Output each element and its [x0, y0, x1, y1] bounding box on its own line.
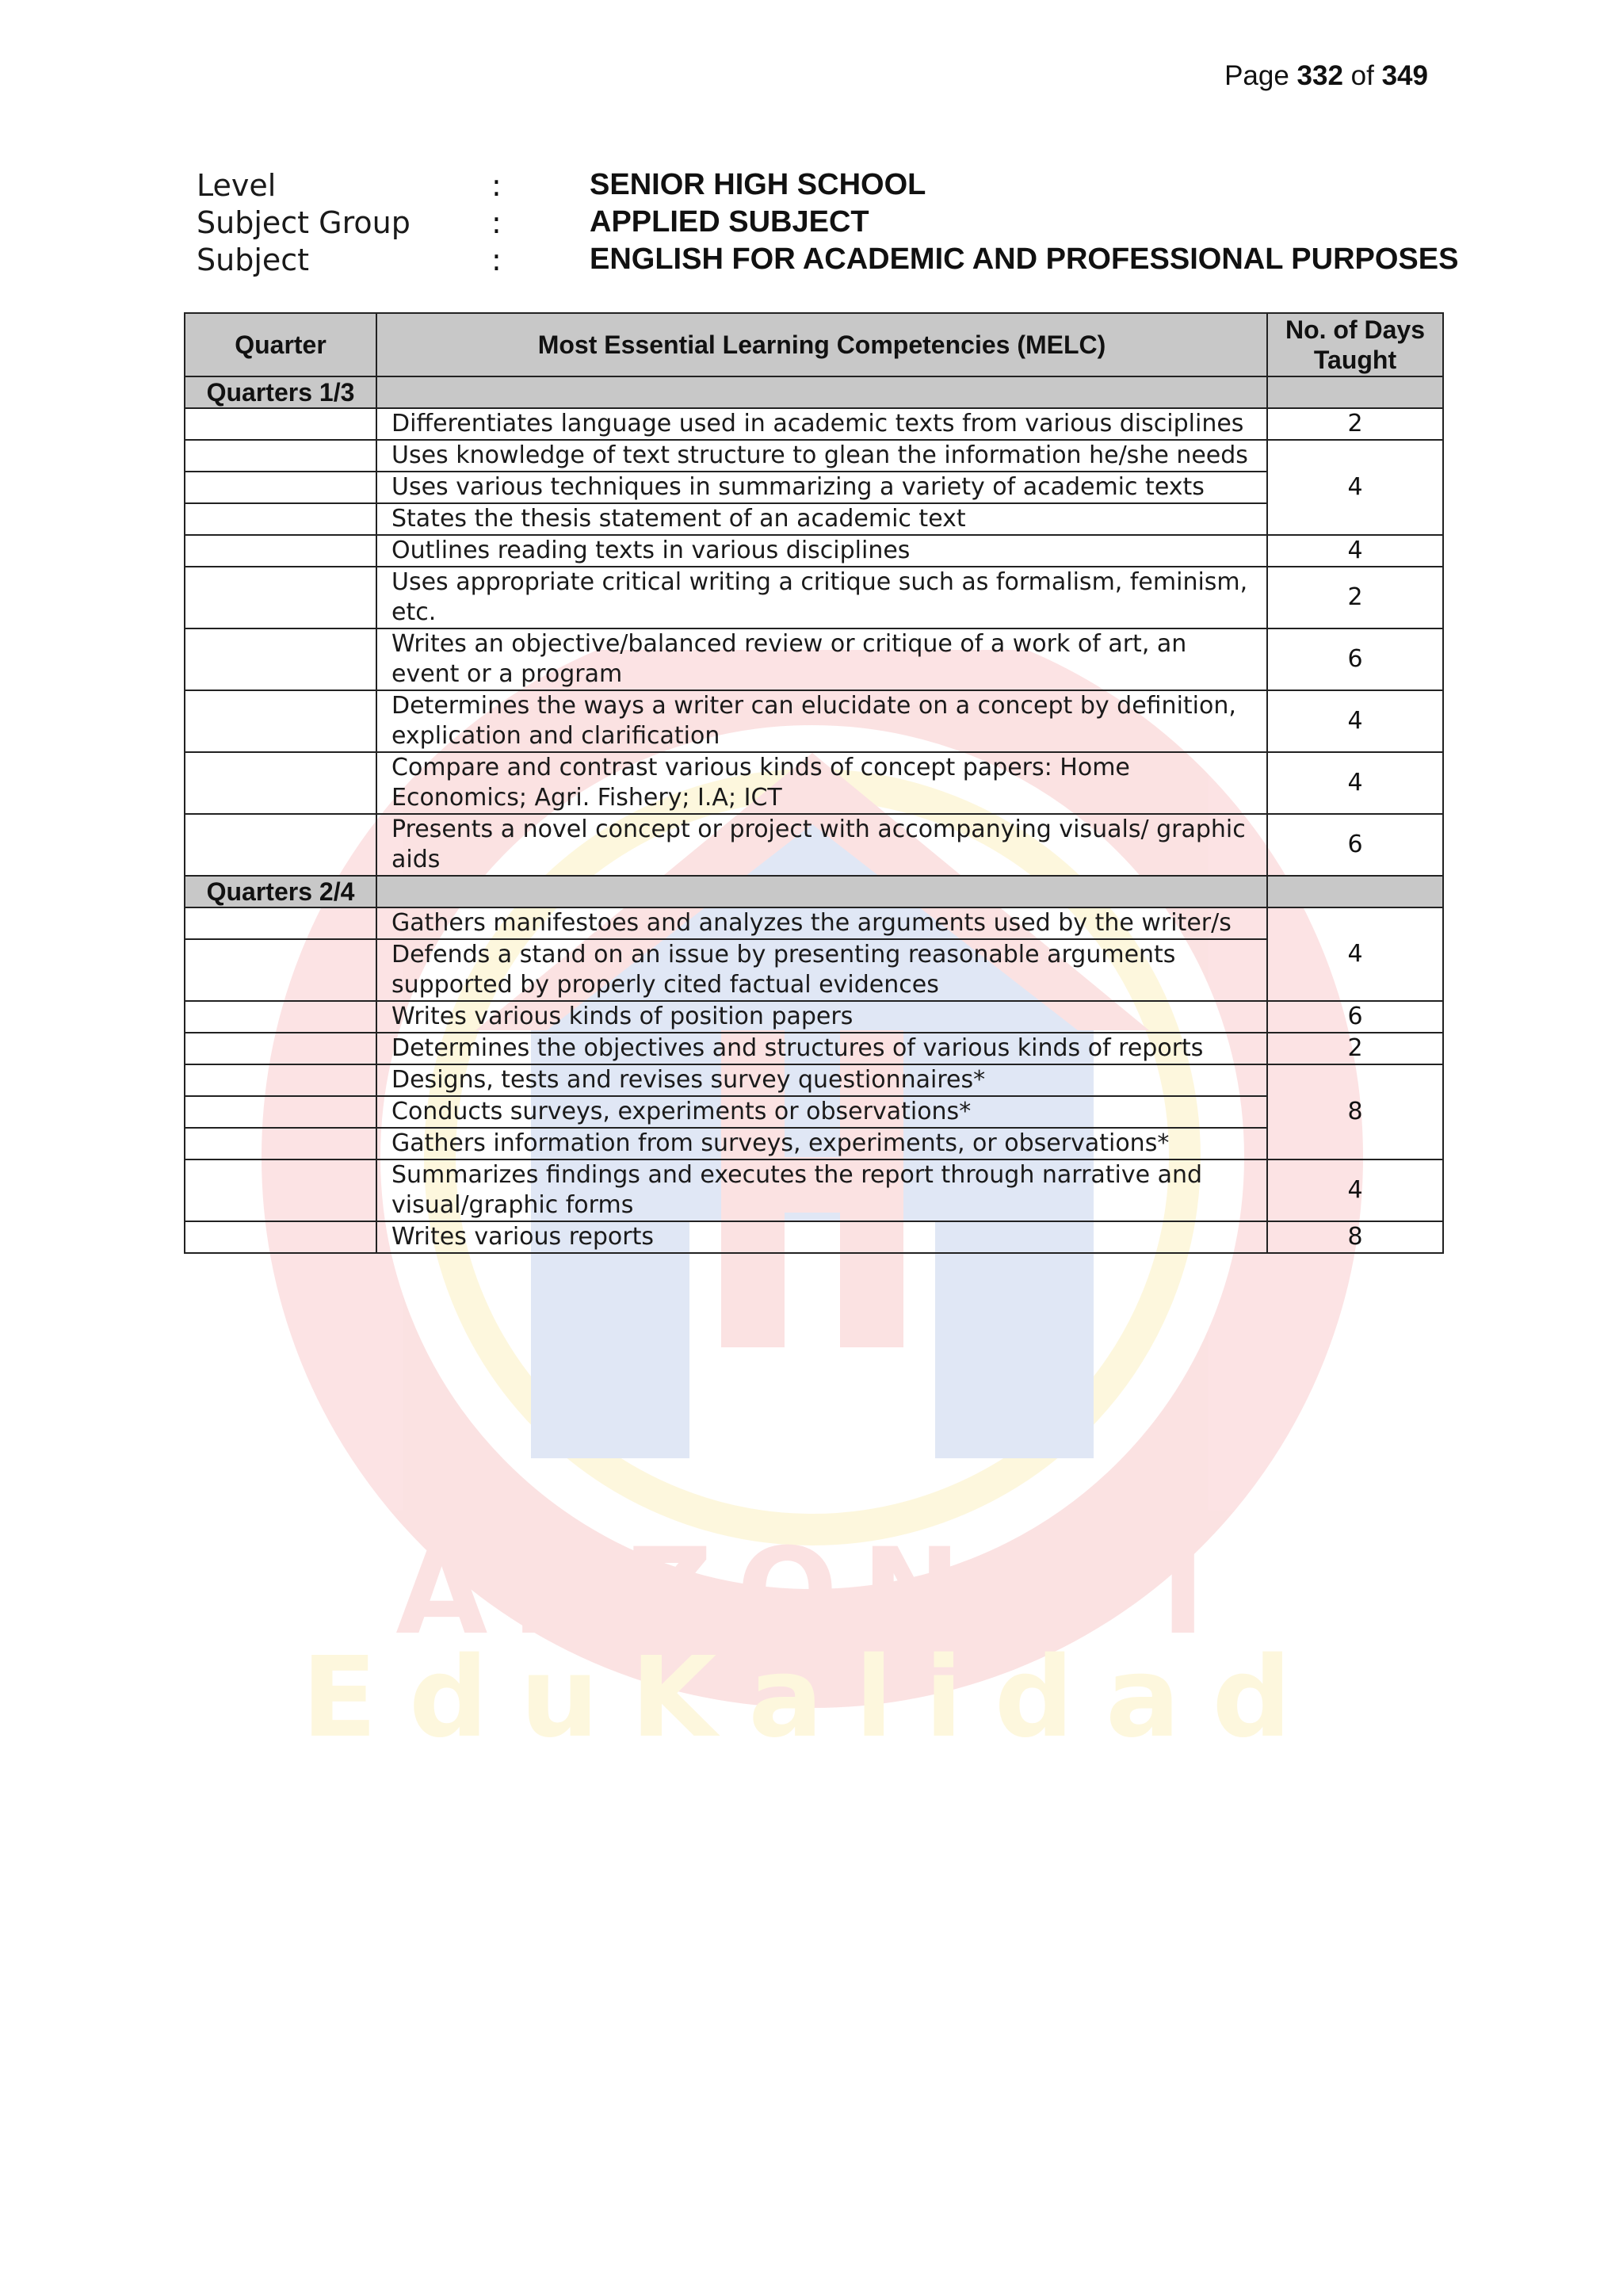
- subject-group-row: [197, 204, 1458, 241]
- table-row: [185, 939, 1443, 1001]
- table-row: [185, 1064, 1443, 1096]
- level-colon: :: [491, 167, 502, 203]
- days-cell: 4: [1267, 690, 1443, 752]
- days-cell: 4: [1267, 907, 1443, 1001]
- competency-cell: Uses knowledge of text structure to glean the information he/she needs: [376, 440, 1267, 472]
- competency-cell: Gathers manifestoes and analyzes the arguments used by the writer/s: [376, 907, 1267, 939]
- competency-cell: Outlines reading texts in various disciplines: [376, 535, 1267, 567]
- quarter-cell: [185, 1159, 376, 1221]
- header-melc: Most Essential Learning Competencies (MELC): [376, 313, 1267, 376]
- quarter-cell: [185, 567, 376, 628]
- level-value: SENIOR HIGH SCHOOL: [590, 168, 926, 201]
- competency-cell: Writes an objective/balanced review or critique of a work of art, an event or a program: [376, 628, 1267, 690]
- quarter-cell: [185, 939, 376, 1001]
- competency-cell: Uses appropriate critical writing a critique such as formalism, feminism, etc.: [376, 567, 1267, 628]
- page-total: 349: [1381, 60, 1428, 91]
- competency-cell: Conducts surveys, experiments or observations*: [376, 1096, 1267, 1128]
- header-days: No. of Days Taught: [1267, 313, 1443, 376]
- page-prefix: Page: [1224, 60, 1297, 91]
- competency-cell: Writes various reports: [376, 1221, 1267, 1253]
- table-row: [185, 535, 1443, 567]
- table-row: [185, 408, 1443, 440]
- days-cell: 6: [1267, 628, 1443, 690]
- quarter-empty-cell: [1267, 876, 1443, 907]
- svg-text:EduKalidad: EduKalidad: [301, 1633, 1323, 1763]
- quarter-empty-cell: [1267, 376, 1443, 408]
- table-row: [185, 1221, 1443, 1253]
- competency-cell: Gathers information from surveys, experiments, or observations*: [376, 1128, 1267, 1159]
- subject-label: Subject: [197, 242, 310, 277]
- quarter-cell: [185, 1033, 376, 1064]
- table-row: [185, 440, 1443, 472]
- quarter-cell: [185, 1064, 376, 1096]
- level-label: Level: [197, 167, 277, 203]
- days-cell: 6: [1267, 1001, 1443, 1033]
- days-cell: 8: [1267, 1064, 1443, 1159]
- page-of: of: [1342, 60, 1382, 91]
- table-row: [185, 472, 1443, 503]
- subject-group-value: APPLIED SUBJECT: [590, 205, 869, 239]
- level-row: [197, 166, 1458, 204]
- quarter-cell: [185, 1221, 376, 1253]
- days-cell: 4: [1267, 440, 1443, 535]
- quarter-cell: [185, 1096, 376, 1128]
- melc-table: [184, 312, 1444, 1254]
- quarter-cell: [185, 408, 376, 440]
- quarter-heading-row: [185, 876, 1443, 907]
- table-row: [185, 814, 1443, 876]
- subject-group-label: Subject Group: [197, 204, 411, 240]
- table-row: [185, 1001, 1443, 1033]
- table-row: [185, 690, 1443, 752]
- quarter-empty-cell: [376, 376, 1267, 408]
- quarter-cell: [185, 907, 376, 939]
- table-row: [185, 1033, 1443, 1064]
- competency-cell: Determines the ways a writer can elucidate on a concept by definition, explication and clarification: [376, 690, 1267, 752]
- table-row: [185, 1096, 1443, 1128]
- header-quarter: Quarter: [185, 313, 376, 376]
- days-cell: 4: [1267, 535, 1443, 567]
- quarter-cell: [185, 628, 376, 690]
- days-cell: 4: [1267, 752, 1443, 814]
- table-row: [185, 628, 1443, 690]
- quarter-cell: [185, 503, 376, 535]
- quarter-cell: [185, 690, 376, 752]
- days-cell: 4: [1267, 1159, 1443, 1221]
- quarter-cell: [185, 440, 376, 472]
- quarter-cell: [185, 814, 376, 876]
- quarter-label: Quarters 1/3: [185, 376, 376, 408]
- competency-cell: Defends a stand on an issue by presenting reasonable arguments supported by properly cited factual evidences: [376, 939, 1267, 1001]
- table-row: [185, 1128, 1443, 1159]
- quarter-label: Quarters 2/4: [185, 876, 376, 907]
- svg-text:ARZON PI: ARZON PI: [395, 1523, 1229, 1661]
- table-row: [185, 907, 1443, 939]
- quarter-cell: [185, 1128, 376, 1159]
- competency-cell: Determines the objectives and structures of various kinds of reports: [376, 1033, 1267, 1064]
- subject-value: ENGLISH FOR ACADEMIC AND PROFESSIONAL PURPOSES: [590, 243, 1459, 276]
- table-row: [185, 503, 1443, 535]
- competency-cell: States the thesis statement of an academic text: [376, 503, 1267, 535]
- days-cell: 2: [1267, 567, 1443, 628]
- competency-cell: Differentiates language used in academic texts from various disciplines: [376, 408, 1267, 440]
- page-number: [1224, 60, 1428, 92]
- competency-cell: Uses various techniques in summarizing a variety of academic texts: [376, 472, 1267, 503]
- quarter-heading-row: [185, 376, 1443, 408]
- quarter-cell: [185, 535, 376, 567]
- table-row: [185, 1159, 1443, 1221]
- table-row: [185, 567, 1443, 628]
- competency-cell: Compare and contrast various kinds of concept papers: Home Economics; Agri. Fishery; I.A; ICT: [376, 752, 1267, 814]
- days-cell: 6: [1267, 814, 1443, 876]
- competency-cell: Summarizes findings and executes the report through narrative and visual/graphic forms: [376, 1159, 1267, 1221]
- table-header-row: [185, 313, 1443, 376]
- page-current: 332: [1296, 60, 1343, 91]
- days-cell: 2: [1267, 1033, 1443, 1064]
- competency-cell: Designs, tests and revises survey questionnaires*: [376, 1064, 1267, 1096]
- quarter-cell: [185, 752, 376, 814]
- days-cell: 2: [1267, 408, 1443, 440]
- quarter-cell: [185, 472, 376, 503]
- subject-colon: :: [491, 242, 502, 277]
- subject-group-colon: :: [491, 204, 502, 240]
- competency-cell: Presents a novel concept or project with accompanying visuals/ graphic aids: [376, 814, 1267, 876]
- subject-row: [197, 241, 1458, 278]
- document-header: [197, 166, 1458, 278]
- quarter-empty-cell: [376, 876, 1267, 907]
- table-row: [185, 752, 1443, 814]
- competency-cell: Writes various kinds of position papers: [376, 1001, 1267, 1033]
- quarter-cell: [185, 1001, 376, 1033]
- days-cell: 8: [1267, 1221, 1443, 1253]
